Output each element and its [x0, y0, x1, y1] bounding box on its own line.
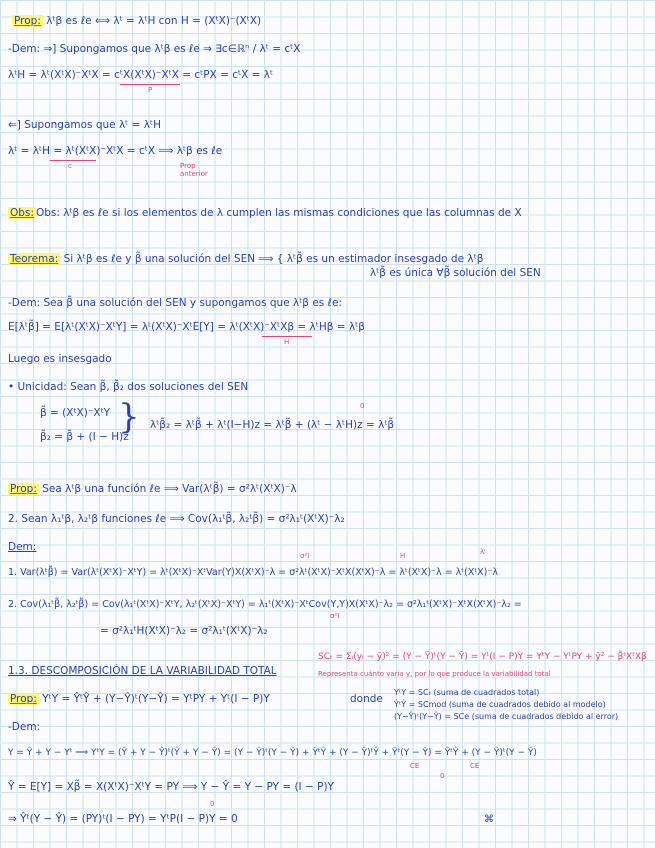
unicity-result-line: λᵗβ̃₂ = λᵗβ̃ + λᵗ(I−H)z = λᵗβ̃ + (λᵗ − λᵗH)z = λᵗβ̃: [150, 419, 395, 431]
prop-line-2: Prop: Sea λᵗβ una función ℓe ⟹ Var(λᵗβ̃) = σ²λᵗ(XᵗX)⁻λ: [10, 483, 297, 495]
dem-line-1: -Dem: ⇒] Supongamos que λᵗβ es ℓe ⇒ ∃c∈ℝⁿ / λᵗ = cᵗX: [8, 43, 301, 55]
underline-H: [262, 336, 312, 337]
dem-line-4: λᵗ = λᵗH = λᵗ(XᵗX)⁻XᵗX = cᵗX ⟹ λᵗβ es ℓe: [8, 145, 223, 157]
obs-tag: Obs:: [10, 207, 34, 219]
annotation-zero: 0: [210, 800, 215, 808]
yhat-line: Ŷ = E[Y] = Xβ̃ = X(XᵗX)⁻XᵗY = PY ⟹ Y − Ŷ = Y − PY = (I − P)Y: [8, 781, 334, 793]
annotation-c: c: [68, 162, 72, 170]
dem-line-3: ⇐] Supongamos que λᵗ = λᵗH: [8, 119, 161, 131]
annotation-H: H: [284, 338, 290, 346]
orthogonality-line: ⇒ Ŷᵗ(Y − Ŷ) = (PY)ᵗ(I − PY) = YᵗP(I − P)Y = 0: [8, 813, 238, 825]
annotation-o: 0: [360, 402, 365, 410]
cov-line-2: = σ²λ₁ᵗH(XᵗX)⁻λ₂ = σ²λ₁ᵗ(XᵗX)⁻λ₂: [100, 625, 268, 637]
prop-tag-2: Prop:: [10, 483, 37, 495]
sc-e-def: (Y−Ŷ)ᵗ(Y−Ŷ) = SCe (suma de cuadrados debido al error): [394, 712, 619, 721]
teorema-tag: Teorema:: [10, 253, 59, 265]
right-brace-1: }: [118, 397, 140, 437]
underline-p: [120, 84, 180, 85]
sc-explanation: Representa cuánto varía y, por lo que produce la variabilidad total: [318, 670, 551, 678]
annotation-cov: σ²I: [330, 612, 340, 620]
var-line: 1. Var(λᵗβ̃) = Var(λᵗ(XᵗX)⁻XᵗY) = λᵗ(XᵗX)⁻XᵗVar(Y)X(XᵗX)⁻λ = σ²λᵗ(XᵗX)⁻XᵗX(XᵗX)⁻λ = λᵗ(XᵗX)⁻λ = λᵗ(XᵗX)⁻λ: [8, 567, 498, 578]
teorema-line-2: λᵗβ̃ es única ∀β̃ solución del SEN: [370, 267, 541, 279]
sc-total-formula: SCₜ = Σᵢ(yᵢ − ȳ)² = (Y − Ȳ)ᵗ(Y − Ȳ) = Yᵗ(I − P)Y = YᵗY − YᵗPY + ȳ² − β̃ᵗXᵗXβ: [318, 652, 647, 662]
annotation-p: P: [148, 86, 153, 94]
decomposition-line: Y = Ŷ + Y − Yᵗ ⟹ YᵗY = (Ŷ + Y − Ŷ)ᵗ(Ŷ + Y − Ŷ) = (Y − Ŷ)ᵗ(Y − Ŷ) + ŶᵗŶ + (Y − Ŷ)ᵗŶ + Ŷᵗ(Y − Ŷ) = ŶᵗŶ + (Y − Ŷ)ᵗ(Y − Ŷ): [8, 748, 537, 758]
sc-total-def: YᵗY = SCₜ (suma de cuadrados total): [394, 688, 540, 697]
sc-mod-def: ŶᵗŶ = SCmod (suma de cuadrados debido al modelo): [394, 700, 606, 709]
annotation-zero-2: 0: [440, 772, 445, 780]
prop2-line-2: 2. Sean λ₁ᵗβ, λ₂ᵗβ funciones ℓe ⟹ Cov(λ₁ᵗβ̃, λ₂ᵗβ̃) = σ²λ₁ᵗ(XᵗX)⁻λ₂: [8, 513, 345, 525]
prop-tag-3: Prop:: [10, 693, 37, 705]
annotation-ce-2: CE: [470, 762, 480, 770]
dem-label-3: -Dem:: [8, 721, 41, 733]
corner-mark-icon: ⌘: [484, 814, 494, 825]
dem-label-2: Dem:: [8, 541, 37, 553]
beta-line-2: β̃₂ = β̃ + (I − H)z: [40, 431, 129, 443]
prop-tag: Prop:: [14, 15, 41, 27]
obs-line: Obs: Obs: λᵗβ es ℓe si los elementos de λ cumplen las mismas condiciones que las columnas de X: [10, 207, 522, 219]
dem-line-2: λᵗH = λᵗ(XᵗX)⁻XᵗX = cᵗX(XᵗX)⁻XᵗX = cᵗPX = cᵗX = λᵗ: [8, 69, 274, 81]
annotation-prop-anterior-1: Prop: [180, 162, 196, 170]
dem-sen-line: -Dem: Sea β̃ una solución del SEN y supongamos que λᵗβ es ℓe:: [8, 297, 342, 309]
donde-label: donde: [350, 693, 383, 705]
teorema-line-1: Teorema: Si λᵗβ es ℓe y β̃ una solución del SEN ⟹ { λᵗβ̃ es un estimador insesgado de λᵗβ: [10, 253, 484, 265]
prop-line-1: Prop: λᵗβ es ℓe ⟺ λᵗ = λᵗH con H = (XᵗX)⁻(XᵗX): [14, 15, 262, 27]
annotation-ce-1: CE: [410, 762, 420, 770]
expectation-line: E[λᵗβ̃] = E[λᵗ(XᵗX)⁻XᵗY] = λᵗ(XᵗX)⁻XᵗE[Y] = λᵗ(XᵗX)⁻XᵗXβ = λᵗHβ = λᵗβ: [8, 321, 365, 333]
annotation-prop-anterior-2: anterior: [180, 170, 208, 178]
insesgado-line: Luego es insesgado: [8, 353, 112, 365]
cov-line: 2. Cov(λ₁ᵗβ̃, λ₂ᵗβ̃) = Cov(λ₁ᵗ(XᵗX)⁻XᵗY, λ₂ᵗ(XᵗX)⁻XᵗY) = λ₁ᵗ(XᵗX)⁻XᵗCov(Y,Y)X(XᵗX)⁻λ₂ = σ²λ₁ᵗ(XᵗX)⁻XᵗX(XᵗX)⁻λ₂ =: [8, 599, 522, 610]
prop-line-3: Prop: YᵗY = ŶᵗŶ + (Y−Ŷ)ᵗ(Y−Ŷ) = YᵗPY + Yᵗ(I − P)Y: [10, 693, 270, 705]
unicidad-line: • Unicidad: Sean β̃, β̃₂ dos soluciones del SEN: [8, 381, 249, 393]
beta-line-1: β̃ = (XᵗX)⁻XᵗY: [40, 407, 111, 419]
section-heading: 1.3. DESCOMPOSICIÓN DE LA VARIABILIDAD TOTAL: [8, 665, 277, 677]
annotation-h1: H: [400, 552, 406, 560]
annotation-var: σ²I: [300, 552, 310, 560]
underline-c: [50, 160, 96, 161]
annotation-ltop: λᵗ: [480, 548, 487, 556]
